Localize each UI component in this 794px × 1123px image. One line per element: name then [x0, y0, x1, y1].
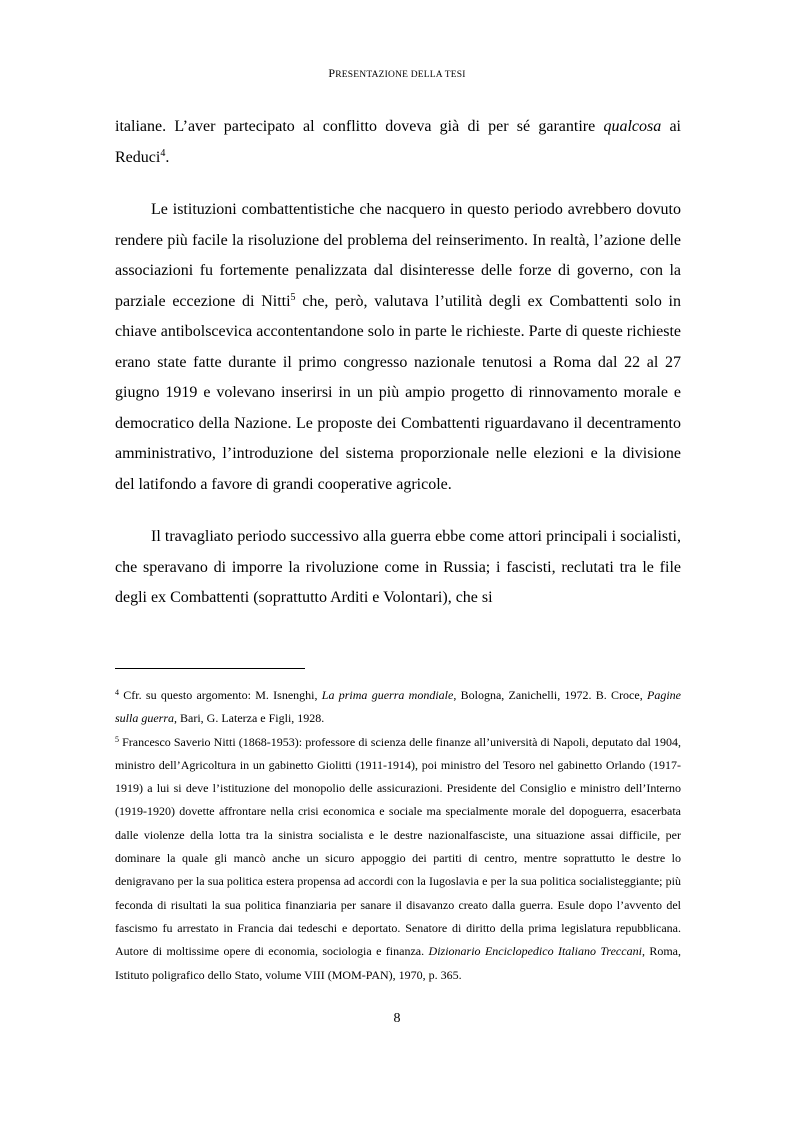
text-run: , Bari, G. Laterza e Figli, 1928. [174, 711, 325, 726]
footnote-number: 5 [115, 734, 119, 744]
footnotes [115, 684, 681, 987]
text-run: ai Reduci [115, 118, 681, 166]
page-number: 8 [393, 1011, 401, 1026]
text-run: che, però, valutava l’utilità degli ex Combattenti solo in chiave antibolscevica accontentandone solo in parte le richieste. Parte di queste richieste erano state fatte durante il primo congresso nazionale tenutosi a Roma dal 22 al 27 giugno 1919 e volevano inserirsi in un più ampio progetto di rinnovamento morale e democratico della Nazione. Le proposte dei Combattenti riguardavano il decentramento amministrativo, l’introduzione del sistema proporzionale nelle elezioni e la divisione del latifondo a favore di grandi cooperative agricole. [115, 292, 681, 493]
text-run: , Bologna, Zanichelli, 1972. B. Croce, [453, 688, 647, 702]
paragraph-2 [115, 195, 681, 500]
text-run: italiane. L’aver partecipato al conflitto doveva già di per sé garantire [115, 118, 604, 135]
text-run: Francesco Saverio Nitti (1868-1953): professore di scienza delle finanze all’università di Napoli, deputato dal 1904, ministro dell’Agricoltura in un gabinetto Giolitti (1911-1914), poi ministro del Tesoro nel gabinetto Orlando (1917-1919) a lui si deve l’istituzione del monopolio delle assicurazioni. Presidente del Consiglio e ministro dell’Interno (1919-1920) dovette affrontare nella crisi economica e sociale ma specialmente morale del dopoguerra, esacerbata dalle violenze della lotta tra la sinistra socialista e le destre nazionalfasciste, una situazione assai difficile, per dominare la quale gli mancò anche un sicuro appoggio dei partiti di centro, mentre soprattutto le destre lo denigravano per la sua politica estera propensa ad accordi con la Iugoslavia e per la sua politica socialisteggiante; più feconda di risultati la sua politica finanziaria per sanare il disavanzo creato dalla guerra. Esule dopo l’avvento del fascismo fu arrestato in Francia dai tedeschi e deportato. Senatore di diritto della prima legislatura repubblicana. Autore di moltissime opere di economia, sociologia e finanza. [115, 734, 681, 959]
emphasis: qualcosa [603, 118, 662, 135]
main-text [115, 112, 681, 636]
book-title: La prima guerra mondiale [321, 688, 454, 702]
running-header [0, 66, 794, 81]
text-run: Cfr. su questo argomento: M. Isnenghi, [119, 688, 322, 702]
running-header-initial: P [328, 66, 336, 80]
text-run: . [165, 148, 170, 166]
paragraph-3: Il travagliato periodo successivo alla guerra ebbe come attori principali i socialisti, che speravano di imporre la rivoluzione come in Russia; i fascisti, reclutati tra le file degli ex Combattenti (soprattutto Arditi e Volontari), che si [115, 528, 681, 606]
footnote-number: 4 [115, 688, 119, 697]
footnote-ref-5[interactable]: 5 [290, 291, 296, 303]
text-run: Le istituzioni combattentistiche che nacquero in questo periodo avrebbero dovuto rendere più facile la risoluzione del problema del reinserimento. In realtà, l’azione delle associazioni fu fortemente penalizzata dal disinteresse delle forze di governo, con la parziale eccezione di Nitti [115, 201, 681, 310]
book-title: Dizionario Enciclopedico Italiano Treccani [428, 944, 642, 959]
footnote-ref-4[interactable]: 4 [160, 147, 166, 159]
running-header-smallcaps: RESENTAZIONE DELLA TESI [335, 70, 466, 80]
footnote-5 [115, 731, 681, 987]
paragraph-1 [115, 112, 681, 173]
text-run: , Roma, Istituto poligrafico dello Stato, volume VIII (MOM-PAN), 1970, p. 365. [115, 944, 682, 982]
footnote-separator [115, 668, 305, 669]
book-title: Pagine sulla guerra [115, 688, 681, 726]
footnote-4 [115, 684, 681, 731]
